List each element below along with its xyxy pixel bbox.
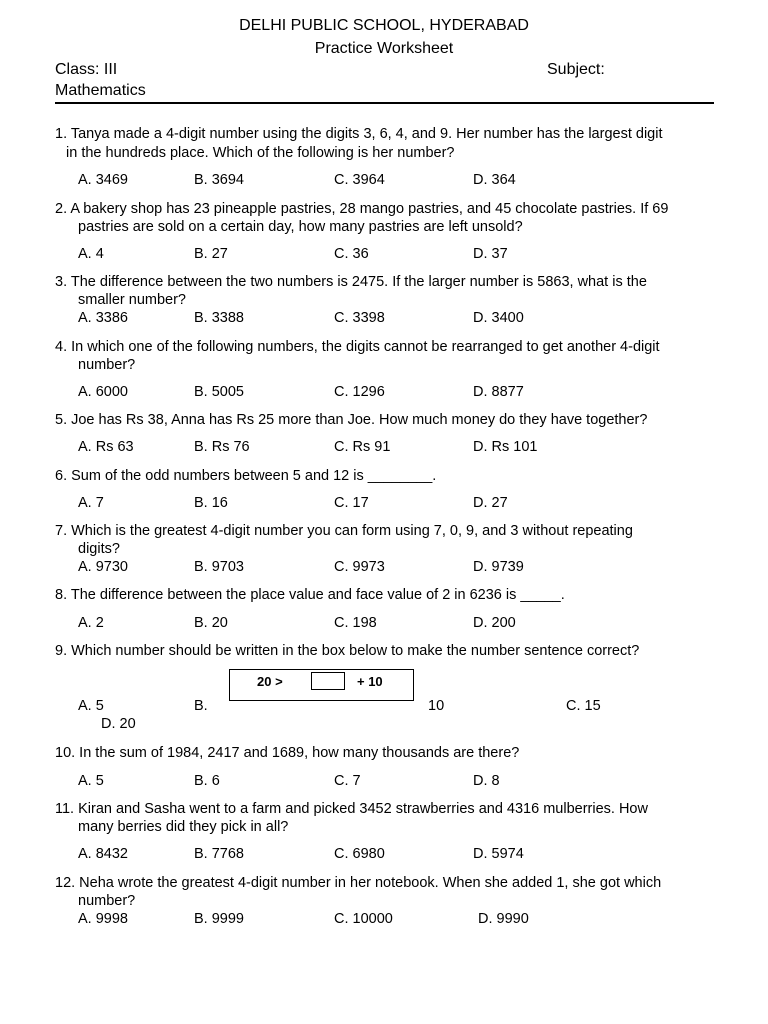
q9-option-d: D. 20 [101,716,136,732]
q6-option-d: D. 27 [473,495,508,511]
q4-option-a: A. 6000 [78,384,128,400]
question-7-text: 7. Which is the greatest 4-digit number you can form using 7, 0, 9, and 3 without repeating [55,523,633,539]
q4-option-b: B. 5005 [194,384,244,400]
subject-value: Mathematics [55,82,146,99]
q6-option-c: C. 17 [334,495,369,511]
q4-option-c: C. 1296 [334,384,385,400]
q2-option-b: B. 27 [194,246,228,262]
q6-option-b: B. 16 [194,495,228,511]
q4-option-d: D. 8877 [473,384,524,400]
q11-option-d: D. 5974 [473,846,524,862]
q11-option-a: A. 8432 [78,846,128,862]
q12-option-c: C. 10000 [334,911,393,927]
q9-option-b: B. [194,698,208,714]
question-8-text: 8. The difference between the place value and face value of 2 in 6236 is _____. [55,587,565,603]
q5-option-d: D. Rs 101 [473,439,538,455]
question-3-text-cont: smaller number? [78,292,186,308]
number-sentence-right: + 10 [357,674,383,689]
q1-option-a: A. 3469 [78,172,128,188]
question-4-text: 4. In which one of the following numbers, the digits cannot be rearranged to get another 4-digit [55,339,660,355]
question-9-text: 9. Which number should be written in the box below to make the number sentence correct? [55,643,640,659]
question-11-text: 11. Kiran and Sasha went to a farm and picked 3452 strawberries and 4316 mulberries. How [55,801,648,817]
q2-option-c: C. 36 [334,246,369,262]
q5-option-c: C. Rs 91 [334,439,391,455]
worksheet-title: Practice Worksheet [314,40,454,57]
question-10-text: 10. In the sum of 1984, 2417 and 1689, how many thousands are there? [55,745,520,761]
question-1-text-cont: in the hundreds place. Which of the following is her number? [66,145,455,161]
q5-option-b: B. Rs 76 [194,439,250,455]
q12-option-a: A. 9998 [78,911,128,927]
q8-option-c: C. 198 [334,615,377,631]
subject-label: Subject: [547,61,605,78]
question-1-text: 1. Tanya made a 4-digit number using the digits 3, 6, 4, and 9. Her number has the largest digit [55,126,663,142]
class-label: Class: III [55,61,118,78]
q11-option-c: C. 6980 [334,846,385,862]
question-11-text-cont: many berries did they pick in all? [78,819,289,835]
question-4-text-cont: number? [78,357,136,373]
q9-option-a: A. 5 [78,698,104,714]
q2-option-a: A. 4 [78,246,104,262]
q6-option-a: A. 7 [78,495,104,511]
q11-option-b: B. 7768 [194,846,244,862]
q7-option-c: C. 9973 [334,559,385,575]
question-3-text: 3. The difference between the two numbers is 2475. If the larger number is 5863, what is the [55,274,647,290]
q12-option-b: B. 9999 [194,911,244,927]
question-2-text-cont: pastries are sold on a certain day, how many pastries are left unsold? [78,219,523,235]
q9-option-b-value: 10 [428,698,445,714]
question-5-text: 5. Joe has Rs 38, Anna has Rs 25 more than Joe. How much money do they have together? [55,412,648,428]
q3-option-d: D. 3400 [473,310,524,326]
q5-option-a: A. Rs 63 [78,439,134,455]
answer-blank-box [311,672,345,690]
question-6-text: 6. Sum of the odd numbers between 5 and 12 is ________. [55,468,437,484]
q9-option-c: C. 15 [566,698,601,714]
q1-option-b: B. 3694 [194,172,244,188]
q8-option-b: B. 20 [194,615,228,631]
q2-option-d: D. 37 [473,246,508,262]
q12-option-d: D. 9990 [478,911,529,927]
q3-option-a: A. 3386 [78,310,128,326]
q7-option-a: A. 9730 [78,559,128,575]
q10-option-c: C. 7 [334,773,361,789]
number-sentence-left: 20 > [257,674,283,689]
q1-option-c: C. 3964 [334,172,385,188]
header-divider [55,102,714,104]
q10-option-b: B. 6 [194,773,220,789]
q8-option-d: D. 200 [473,615,516,631]
q3-option-b: B. 3388 [194,310,244,326]
school-name: DELHI PUBLIC SCHOOL, HYDERABAD [239,17,529,34]
question-7-text-cont: digits? [78,541,120,557]
q3-option-c: C. 3398 [334,310,385,326]
question-2-text: 2. A bakery shop has 23 pineapple pastries, 28 mango pastries, and 45 chocolate pastries. If 69 [55,201,669,217]
q1-option-d: D. 364 [473,172,516,188]
question-12-text-cont: number? [78,893,136,909]
q10-option-a: A. 5 [78,773,104,789]
q10-option-d: D. 8 [473,773,500,789]
q7-option-b: B. 9703 [194,559,244,575]
q7-option-d: D. 9739 [473,559,524,575]
question-12-text: 12. Neha wrote the greatest 4-digit number in her notebook. When she added 1, she got which [55,875,662,891]
q8-option-a: A. 2 [78,615,104,631]
